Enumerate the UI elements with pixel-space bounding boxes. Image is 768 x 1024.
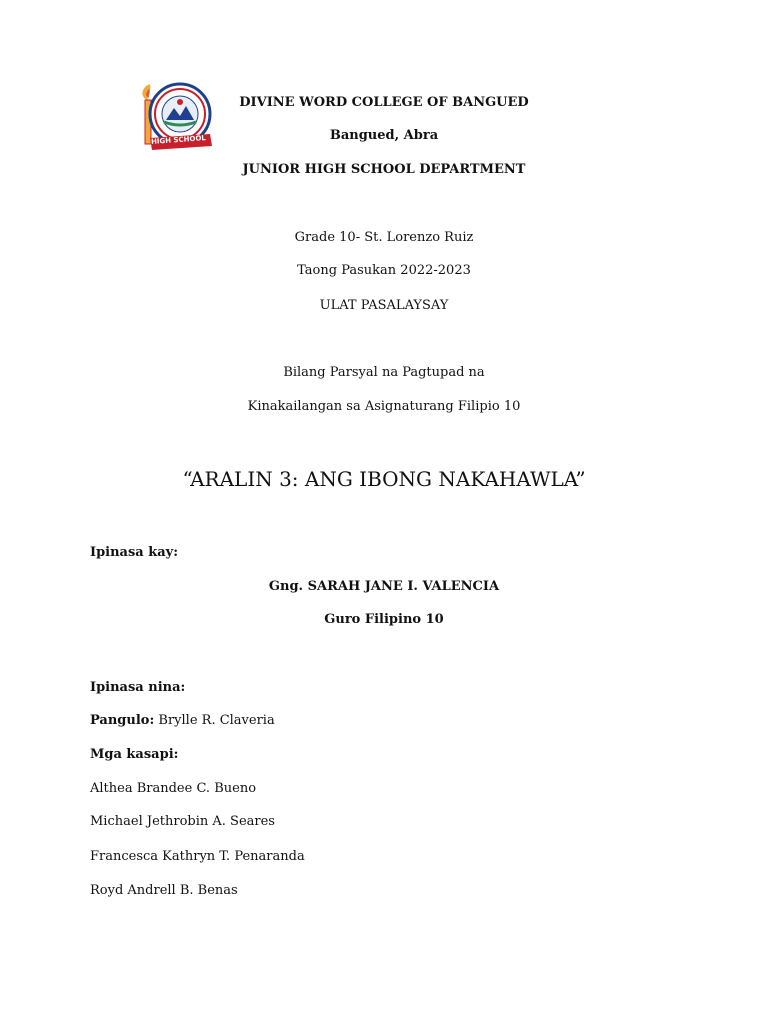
document-title: “ARALIN 3: ANG IBONG NAKAHAWLA” (182, 467, 586, 491)
submitted-by-label: Ipinasa nina: (90, 680, 186, 695)
school-logo (136, 78, 216, 158)
requirement-line-1: Bilang Parsyal na Pagtupad na (283, 365, 485, 380)
department-name: JUNIOR HIGH SCHOOL DEPARTMENT (242, 162, 526, 177)
member-name: Althea Brandee C. Bueno (90, 781, 257, 796)
report-type: ULAT PASALAYSAY (319, 298, 449, 313)
submitted-to-label: Ipinasa kay: (90, 545, 179, 560)
teacher-name: Gng. SARAH JANE I. VALENCIA (268, 579, 500, 594)
school-name: DIVINE WORD COLLEGE OF BANGUED (239, 95, 529, 110)
grade-section: Grade 10- St. Lorenzo Ruiz (294, 230, 474, 245)
member-name: Michael Jethrobin A. Seares (90, 814, 275, 829)
teacher-role: Guro Filipino 10 (324, 612, 444, 627)
leader-name: Brylle R. Claveria (154, 713, 275, 728)
leader-row (90, 712, 275, 730)
members-label: Mga kasapi: (90, 747, 179, 762)
logo-banner-text: HIGH SCHOOL (150, 134, 207, 146)
school-year: Taong Pasukan 2022-2023 (297, 263, 471, 278)
leader-label: Pangulo: (90, 713, 155, 728)
requirement-line-2: Kinakailangan sa Asignaturang Filipio 10 (247, 399, 521, 414)
member-name: Royd Andrell B. Benas (90, 883, 238, 898)
school-location: Bangued, Abra (329, 128, 439, 143)
member-name: Francesca Kathryn T. Penaranda (90, 849, 305, 864)
